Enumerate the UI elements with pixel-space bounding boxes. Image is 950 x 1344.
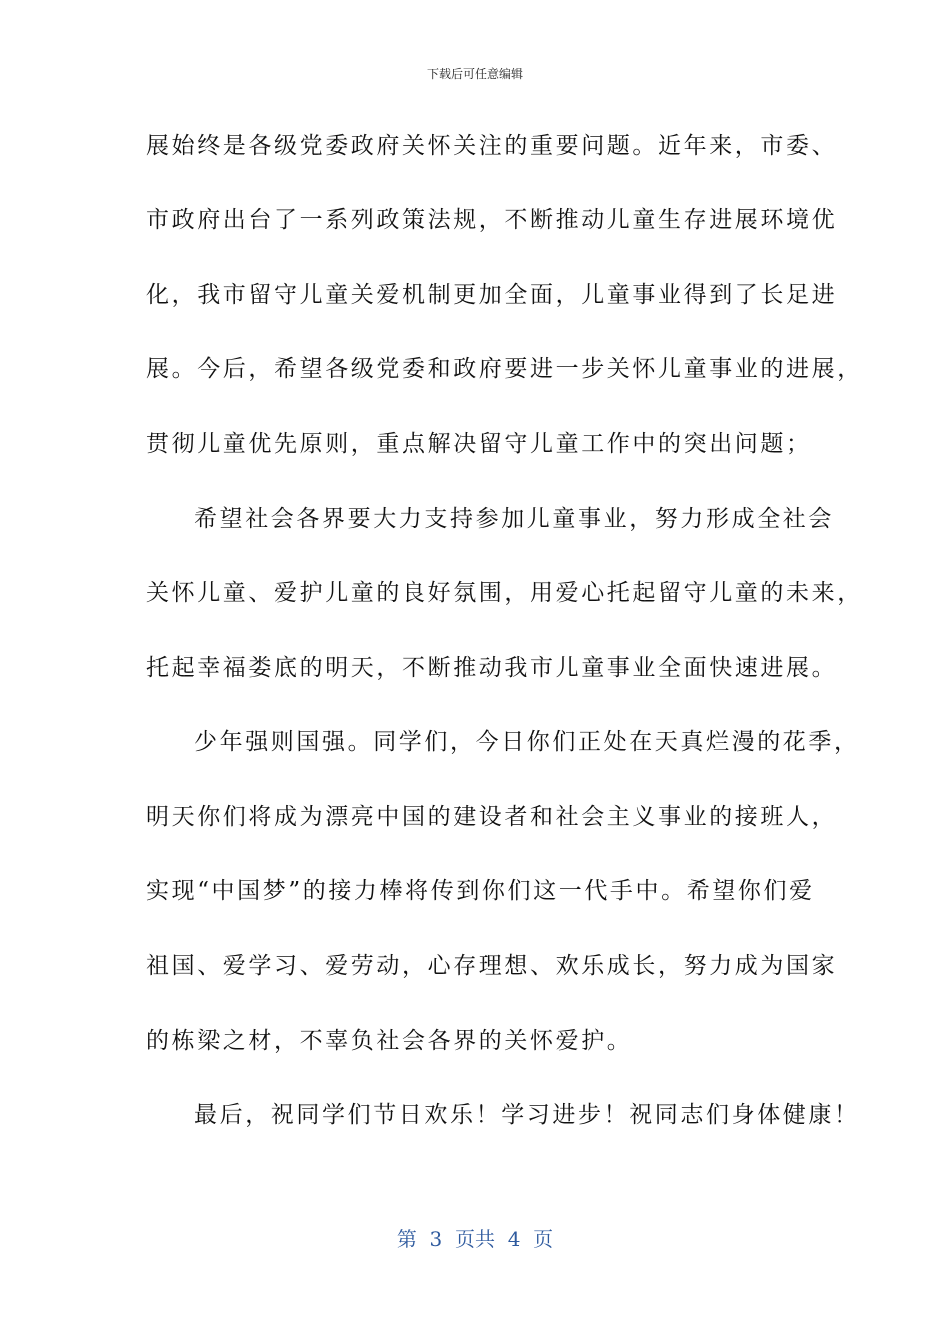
body-line: 希望社会各界要大力支持参加儿童事业，努力形成全社会 xyxy=(194,506,834,532)
body-line: 明天你们将成为漂亮中国的建设者和社会主义事业的接班人， xyxy=(146,804,838,830)
body-line: 关怀儿童、爱护儿童的良好氛围，用爱心托起留守儿童的未来， xyxy=(146,580,863,606)
body-line: 市政府出台了一系列政策法规，不断推动儿童生存进展环境优 xyxy=(146,207,838,233)
page-header: 下载后可任意编辑 xyxy=(426,67,523,81)
body-line: 祖国、爱学习、爱劳动，心存理想、欢乐成长，努力成为国家 xyxy=(146,953,838,979)
page-number-footer: 第 3 页共 4 页 xyxy=(396,1227,554,1251)
body-line: 的栋梁之材，不辜负社会各界的关怀爱护。 xyxy=(146,1028,633,1054)
body-line: 贯彻儿童优先原则，重点解决留守儿童工作中的突出问题； xyxy=(146,431,812,457)
body-line: 化，我市留守儿童关爱机制更加全面，儿童事业得到了长足进 xyxy=(146,282,838,308)
body-line: 最后，祝同学们节日欢乐！学习进步！祝同志们身体健康！ xyxy=(194,1102,860,1128)
body-line: 展。今后，希望各级党委和政府要进一步关怀儿童事业的进展， xyxy=(146,356,863,382)
body-line: 少年强则国强。同学们，今日你们正处在天真烂漫的花季， xyxy=(194,729,860,755)
body-line: 展始终是各级党委政府关怀关注的重要问题。近年来，市委、 xyxy=(146,133,838,159)
body-line: 托起幸福娄底的明天，不断推动我市儿童事业全面快速进展。 xyxy=(146,655,838,681)
body-line: 实现“中国梦”的接力棒将传到你们这一代手中。希望你们爱 xyxy=(146,878,815,904)
